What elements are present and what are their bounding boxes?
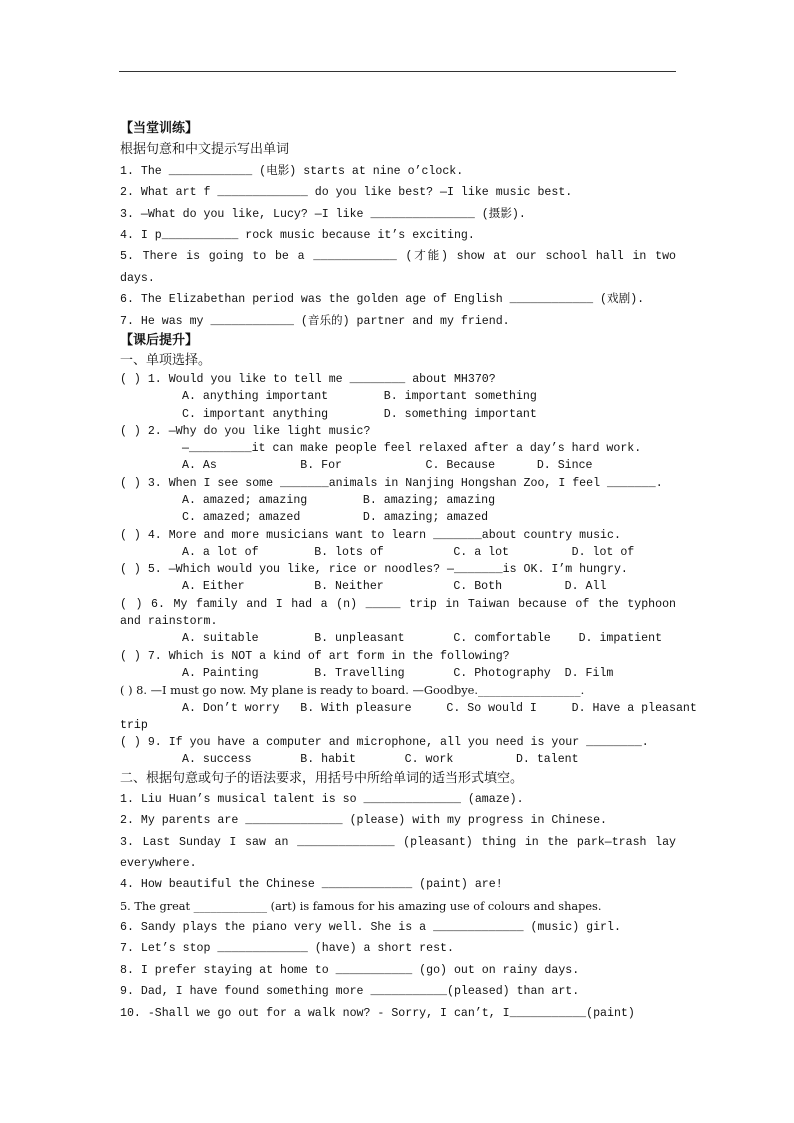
question: ( ) 2. —Why do you like light music? xyxy=(120,424,371,438)
options: A. Either B. Neither C. Both D. All xyxy=(182,580,607,594)
exercise-line: days. xyxy=(120,271,155,285)
exercise-line: 3. —What do you like, Lucy? —I like _______________ (摄影). xyxy=(120,207,526,221)
fill-line: 3. Last Sunday I saw an ______________ (pleasant) thing in the park—trash lay xyxy=(120,835,676,849)
options: A. As B. For C. Because D. Since xyxy=(182,459,593,473)
fill-line: 4. How beautiful the Chinese _____________ (paint) are! xyxy=(120,878,503,892)
header-rule xyxy=(119,71,676,72)
fill-line: 10. -Shall we go out for a walk now? - Sorry, I can’t, I___________(paint) xyxy=(120,1006,635,1020)
question: ( ) 8. —I must go now. My plane is ready to board. —Goodbye.__________________. xyxy=(120,683,585,698)
options: C. important anything D. something important xyxy=(182,407,537,421)
fill-line: 2. My parents are ______________ (please) with my progress in Chinese. xyxy=(120,814,608,828)
exercise-line: 2. What art f _____________ do you like best? —I like music best. xyxy=(120,186,573,200)
fill-line: 7. Let’s stop _____________ (have) a short rest. xyxy=(120,942,454,956)
question: ( ) 9. If you have a computer and microphone, all you need is your ________. xyxy=(120,736,649,750)
fill-line: 5. The great _____________ (art) is famous for his amazing use of colours and shapes. xyxy=(120,899,602,913)
question: ( ) 7. Which is NOT a kind of art form in the following? xyxy=(120,649,510,663)
section-instruction: 根据句意和中文提示写出单词 xyxy=(120,142,290,158)
part-title-fill-in: 二、根据句意或句子的语法要求，用括号中所给单词的适当形式填空。 xyxy=(120,770,524,786)
fill-line: 1. Liu Huan’s musical talent is so ______________ (amaze). xyxy=(120,792,524,806)
options: A. Painting B. Travelling C. Photography D. Film xyxy=(182,666,614,680)
question: ( ) 6. My family and I had a (n) _____ trip in Taiwan because of the typhoon xyxy=(120,597,676,611)
exercise-line: 5. There is going to be a ____________ (才能) show at our school hall in two xyxy=(120,250,676,264)
fill-line: everywhere. xyxy=(120,856,197,870)
fill-line: 6. Sandy plays the piano very well. She is a _____________ (music) girl. xyxy=(120,921,621,935)
options: A. Don’t worry B. With pleasure C. So would I D. Have a pleasant xyxy=(182,701,697,715)
options: C. amazed; amazed D. amazing; amazed xyxy=(182,511,489,525)
fill-line: 9. Dad, I have found something more ___________(pleased) than art. xyxy=(120,985,580,999)
question: ( ) 4. More and more musicians want to learn _______about country music. xyxy=(120,528,621,542)
fill-line: 8. I prefer staying at home to ___________ (go) out on rainy days. xyxy=(120,963,580,977)
part-title-multiple-choice: 一、单项选择。 xyxy=(120,352,212,368)
section-title-homework: 【课后提升】 xyxy=(120,332,199,348)
options: A. suitable B. unpleasant C. comfortable D. impatient xyxy=(182,632,663,646)
question: ( ) 5. —Which would you like, rice or noodles? —_______is OK. I’m hungry. xyxy=(120,563,628,577)
question-continuation: —_________it can make people feel relaxed after a day’s hard work. xyxy=(182,442,642,456)
exercise-line: 6. The Elizabethan period was the golden age of English ____________ (戏剧). xyxy=(120,293,645,307)
question-wrap: and rainstorm. xyxy=(120,615,218,629)
exercise-line: 1. The ____________ (电影) starts at nine o’clock. xyxy=(120,164,464,178)
options: A. success B. habit C. work D. talent xyxy=(182,753,579,767)
question: ( ) 3. When I see some _______animals in Nanjing Hongshan Zoo, I feel _______. xyxy=(120,476,663,490)
exercise-line: 7. He was my ____________ (音乐的) partner and my friend. xyxy=(120,314,510,328)
options: A. amazed; amazing B. amazing; amazing xyxy=(182,493,496,507)
question: ( ) 1. Would you like to tell me ________ about MH370? xyxy=(120,372,496,386)
question-wrap: trip xyxy=(120,718,148,732)
worksheet xyxy=(120,118,697,1024)
options: A. a lot of B. lots of C. a lot D. lot of xyxy=(182,545,635,559)
exercise-line: 4. I p___________ rock music because it’s exciting. xyxy=(120,228,475,242)
section-title-practice: 【当堂训练】 xyxy=(120,121,199,136)
options: A. anything important B. important something xyxy=(182,390,537,404)
